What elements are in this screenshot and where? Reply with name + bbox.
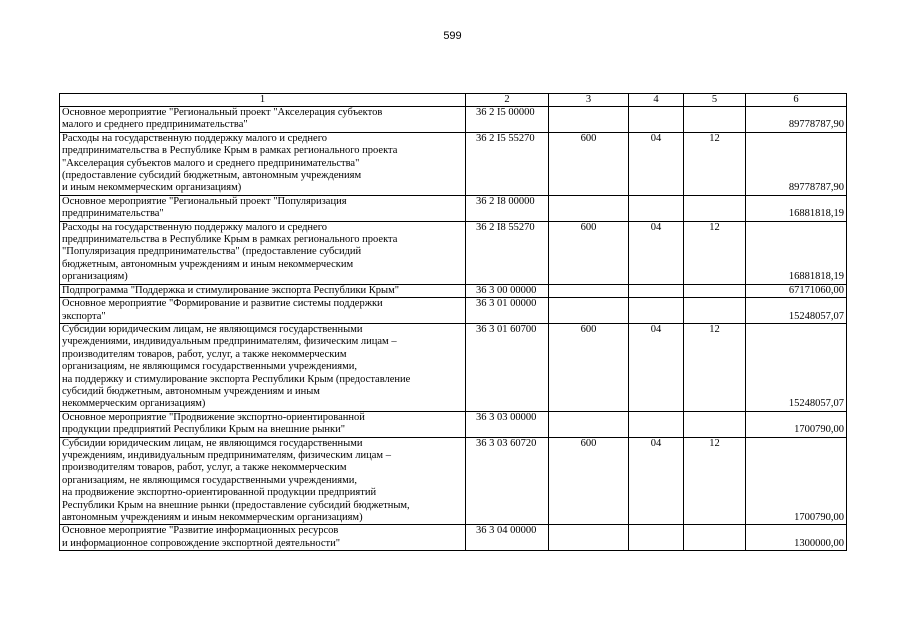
row-code: 36 3 00 00000 [466, 284, 549, 297]
row-code: 36 3 03 00000 [466, 411, 549, 437]
row-col4 [629, 107, 684, 133]
table-row [60, 437, 847, 525]
row-col4 [629, 284, 684, 297]
row-amount: 67171060,00 [746, 284, 847, 297]
row-col5 [684, 107, 746, 133]
column-header-6: 6 [746, 94, 847, 107]
row-description: Расходы на государственную поддержку малого и среднего предпринимательства в Республике Крым в рамках регионального проекта "Популяризация предпринимательства" (предоставление субсидий бюджетным, автономным учреждениям и иным некоммерческим организациям) [60, 221, 466, 284]
row-col3 [549, 107, 629, 133]
row-col3: 600 [549, 132, 629, 195]
column-header-4: 4 [629, 94, 684, 107]
row-description: Подпрограмма "Поддержка и стимулирование экспорта Республики Крым" [60, 284, 466, 297]
table-row [60, 284, 847, 297]
table-row [60, 298, 847, 324]
row-col3 [549, 195, 629, 221]
column-header-2: 2 [466, 94, 549, 107]
row-code: 36 3 01 60700 [466, 323, 549, 411]
row-col4: 04 [629, 221, 684, 284]
row-code: 36 3 03 60720 [466, 437, 549, 525]
row-col4: 04 [629, 132, 684, 195]
column-header-5: 5 [684, 94, 746, 107]
row-description: Основное мероприятие "Региональный проект "Акселерация субъектов малого и среднего предпринимательства" [60, 107, 466, 133]
row-col3 [549, 525, 629, 551]
row-amount: 89778787,90 [746, 132, 847, 195]
column-header-3: 3 [549, 94, 629, 107]
budget-table [59, 93, 847, 551]
row-amount: 16881818,19 [746, 195, 847, 221]
row-code: 36 2 I8 00000 [466, 195, 549, 221]
row-col5 [684, 525, 746, 551]
table-row [60, 195, 847, 221]
row-code: 36 2 I5 55270 [466, 132, 549, 195]
row-col5: 12 [684, 132, 746, 195]
column-header-1: 1 [60, 94, 466, 107]
row-col4 [629, 411, 684, 437]
table-row [60, 323, 847, 411]
row-description: Основное мероприятие "Продвижение экспортно-ориентированной продукции предприятий Республики Крым на внешние рынки" [60, 411, 466, 437]
row-col4 [629, 525, 684, 551]
row-code: 36 2 I5 00000 [466, 107, 549, 133]
row-description: Основное мероприятие "Формирование и развитие системы поддержки экспорта" [60, 298, 466, 324]
row-code: 36 3 01 00000 [466, 298, 549, 324]
row-col5 [684, 195, 746, 221]
row-amount: 1700790,00 [746, 411, 847, 437]
row-amount: 89778787,90 [746, 107, 847, 133]
row-col3 [549, 411, 629, 437]
row-col4 [629, 298, 684, 324]
row-description: Субсидии юридическим лицам, не являющимся государственными учреждениям, индивидуальным предпринимателям, физическим лицам – производителям товаров, работ, услуг, а также некоммерческим организациям, не являющимся государственными учреждениями, на продвижение экспортно-ориентированной продукции предприятий Республики Крым на внешние рынки (предоставление субсидий бюджетным, автономным учреждениям и иным некоммерческим организациям) [60, 437, 466, 525]
row-col4 [629, 195, 684, 221]
table-row [60, 132, 847, 195]
row-amount: 16881818,19 [746, 221, 847, 284]
row-col4: 04 [629, 323, 684, 411]
row-code: 36 3 04 00000 [466, 525, 549, 551]
row-amount: 15248057,07 [746, 323, 847, 411]
page-number: 599 [443, 30, 462, 42]
row-description: Расходы на государственную поддержку малого и среднего предпринимательства в Республике Крым в рамках регионального проекта "Акселерация субъектов малого и среднего предпринимательства" (предоставление субсидий бюджетным, автономным учреждениям и иным некоммерческим организациям) [60, 132, 466, 195]
table-row [60, 525, 847, 551]
row-code: 36 2 I8 55270 [466, 221, 549, 284]
table-row [60, 221, 847, 284]
row-col5 [684, 284, 746, 297]
row-col3 [549, 284, 629, 297]
row-col5 [684, 411, 746, 437]
row-amount: 1300000,00 [746, 525, 847, 551]
row-description: Основное мероприятие "Региональный проект "Популяризация предпринимательства" [60, 195, 466, 221]
row-col5: 12 [684, 437, 746, 525]
table-row [60, 411, 847, 437]
row-col5: 12 [684, 221, 746, 284]
row-col3: 600 [549, 221, 629, 284]
row-col5 [684, 298, 746, 324]
table-row [60, 107, 847, 133]
row-col3: 600 [549, 437, 629, 525]
row-description: Субсидии юридическим лицам, не являющимся государственными учреждениями, индивидуальным предпринимателям, физическим лицам – производителям товаров, работ, услуг, а также некоммерческим организациям, не являющимся государственными учреждениями, на поддержку и стимулирование экспорта Республики Крым (предоставление субсидий бюджетным, автономным учреждениям и иным некоммерческим организациям) [60, 323, 466, 411]
row-description: Основное мероприятие "Развитие информационных ресурсов и информационное сопровождение экспортной деятельности" [60, 525, 466, 551]
row-amount: 15248057,07 [746, 298, 847, 324]
row-col5: 12 [684, 323, 746, 411]
row-col3: 600 [549, 323, 629, 411]
row-col4: 04 [629, 437, 684, 525]
table-header-row [60, 94, 847, 107]
row-amount: 1700790,00 [746, 437, 847, 525]
row-col3 [549, 298, 629, 324]
